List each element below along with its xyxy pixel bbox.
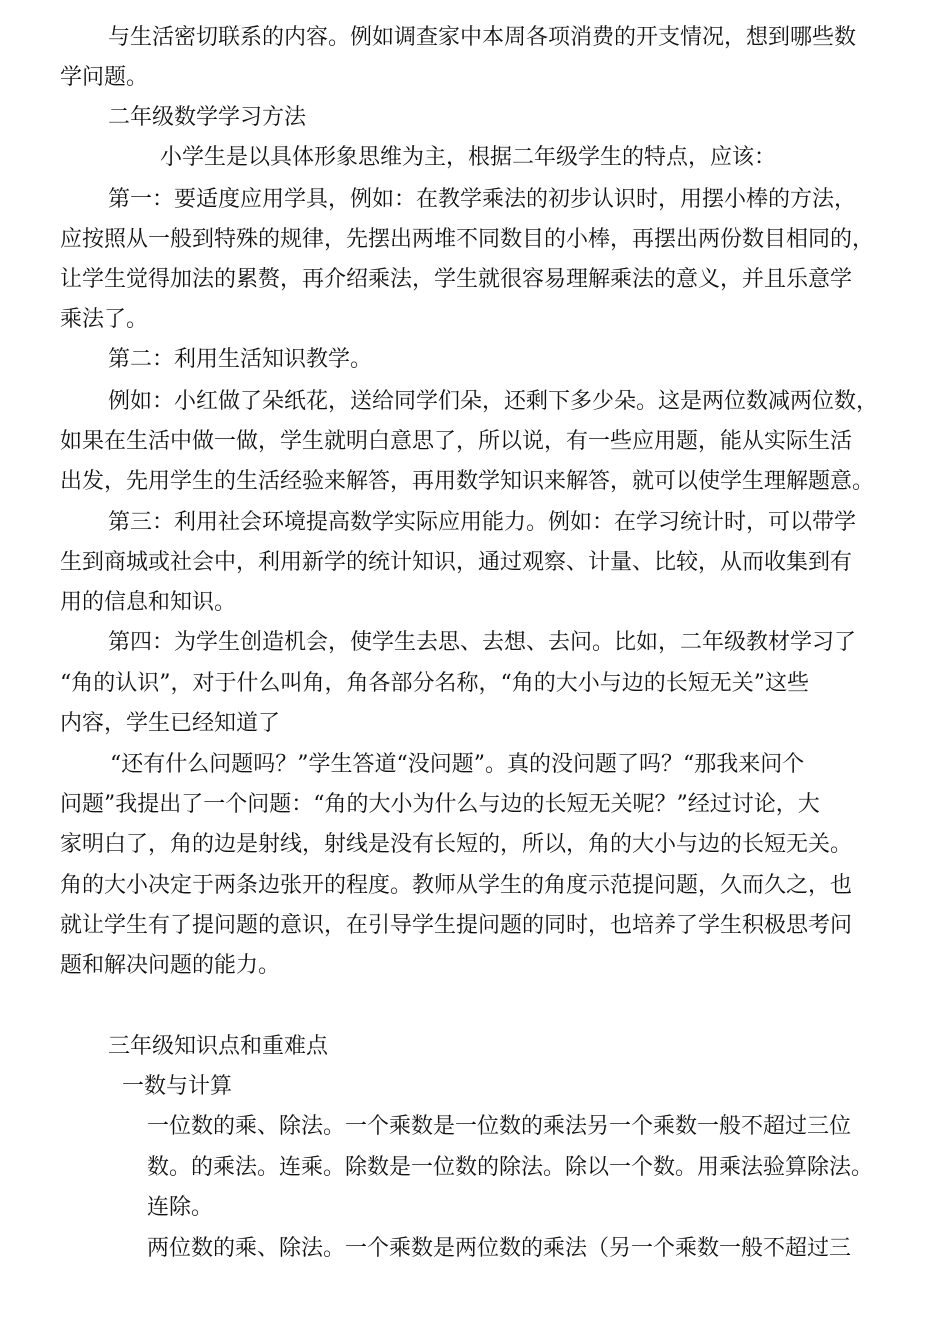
paragraph-line: 数。的乘法。连乘。除数是一位数的除法。除以一个数。用乘法验算除法。: [147, 1155, 874, 1180]
paragraph-line: 第二：利用生活知识教学。: [108, 347, 373, 372]
paragraph-line: 连除。: [147, 1195, 214, 1220]
subsection-heading: 一数与计算: [122, 1074, 233, 1099]
paragraph-line: 角的大小决定于两条边张开的程度。教师从学生的角度示范提问题，久而久之，也: [60, 873, 853, 898]
paragraph-line: 第四：为学生创造机会，使学生去思、去想、去问。比如，二年级教材学习了: [108, 630, 857, 655]
paragraph-line: 乘法了。: [60, 307, 149, 332]
paragraph-line: 第一：要适度应用学具，例如：在教学乘法的初步认识时，用摆小棒的方法，: [108, 187, 857, 212]
paragraph-line: 例如：小红做了朵纸花，送给同学们朵，还剩下多少朵。这是两位数减两位数，: [108, 389, 879, 414]
paragraph-line: 题和解决问题的能力。: [60, 953, 281, 978]
paragraph-line: 小学生是以具体形象思维为主，根据二年级学生的特点，应该：: [160, 145, 777, 170]
paragraph-line: 生到商城或社会中，利用新学的统计知识，通过观察、计量、比较，从而收集到有: [60, 550, 853, 575]
paragraph-line: 学问题。: [60, 65, 149, 90]
section-heading: 二年级数学学习方法: [108, 105, 307, 130]
paragraph-line: 如果在生活中做一做，学生就明白意思了，所以说，有一些应用题，能从实际生活: [60, 429, 853, 454]
paragraph-line: 家明白了，角的边是射线，射线是没有长短的，所以，角的大小与边的长短无关。: [60, 832, 853, 857]
paragraph-line: 与生活密切联系的内容。例如调查家中本周各项消费的开支情况，想到哪些数: [108, 25, 857, 50]
paragraph-line: “角的认识”，对于什么叫角，角各部分名称，“角的大小与边的长短无关”这些: [60, 671, 809, 696]
paragraph-line: 出发，先用学生的生活经验来解答，再用数学知识来解答，就可以使学生理解题意。: [60, 469, 875, 494]
paragraph-line: 一位数的乘、除法。一个乘数是一位数的乘法另一个乘数一般不超过三位: [147, 1114, 852, 1139]
paragraph-line: “还有什么问题吗？”学生答道“没问题”。真的没问题了吗？“那我来问个: [110, 752, 805, 777]
paragraph-line: 让学生觉得加法的累赘，再介绍乘法，学生就很容易理解乘法的意义，并且乐意学: [60, 267, 853, 292]
paragraph-line: 第三：利用社会环境提高数学实际应用能力。例如：在学习统计时，可以带学: [108, 510, 857, 535]
paragraph-line: 问题”我提出了一个问题：“角的大小为什么与边的长短无关呢？”经过讨论，大: [60, 792, 820, 817]
paragraph-line: 两位数的乘、除法。一个乘数是两位数的乘法（另一个乘数一般不超过三: [147, 1236, 852, 1261]
paragraph-line: 就让学生有了提问题的意识，在引导学生提问题的同时，也培养了学生积极思考问: [60, 913, 853, 938]
paragraph-line: 用的信息和知识。: [60, 590, 237, 615]
section-heading: 三年级知识点和重难点: [108, 1034, 329, 1059]
paragraph-line: 应按照从一般到特殊的规律，先摆出两堆不同数目的小棒，再摆出两份数目相同的，: [60, 227, 875, 252]
paragraph-line: 内容，学生已经知道了: [60, 711, 281, 736]
